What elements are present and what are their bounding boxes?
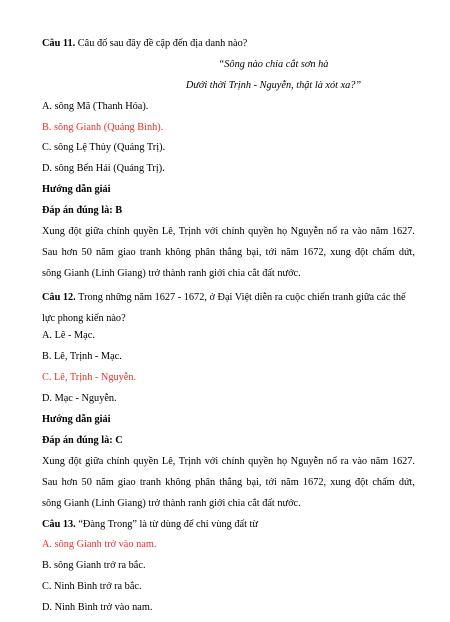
- explanation-line: Sau hơn 50 năm giao tranh không phân thắng bại, tới năm 1672, xung đột chấm dứt,: [42, 246, 415, 258]
- question-text: Câu đố sau đây đề cập đến địa danh nào?: [75, 38, 248, 49]
- option-a: A. Lê - Mạc.: [42, 330, 95, 342]
- explanation-line: Xung đột giữa chính quyền Lê, Trịnh với chính quyền họ Nguyễn nổ ra vào năm 1627.: [42, 455, 415, 467]
- answer-line: Đáp án đúng là: C: [42, 434, 123, 446]
- explanation-line: Sau hơn 50 năm giao tranh không phân thắng bại, tới năm 1672, xung đột chấm dứt,: [42, 476, 415, 488]
- option-d: D. sông Bến Hải (Quảng Trị).: [42, 163, 165, 175]
- explanation-line: Xung đột giữa chính quyền Lê, Trịnh với chính quyền họ Nguyễn nổ ra vào năm 1627.: [42, 226, 415, 238]
- question-12-stem: [42, 288, 415, 330]
- question-text: Trong những năm 1627 - 1672, ở Đại Việt diễn ra cuộc chiến tranh giữa các thế lực phong kiến nào?: [42, 291, 406, 324]
- question-number: Câu 12.: [42, 291, 76, 303]
- option-d: D. Ninh Bình trở vào nam.: [42, 602, 153, 614]
- option-a-correct: A. sông Gianh trở vào nam.: [42, 539, 157, 551]
- quote-line: “Sông nào chia cắt sơn hà: [218, 58, 329, 70]
- explanation-line: sông Gianh (Linh Giang) trở thành ranh giới chia cắt đất nước.: [42, 267, 301, 279]
- guide-heading: Hướng dẫn giải: [42, 414, 111, 426]
- guide-heading: Hướng dẫn giải: [42, 184, 111, 196]
- option-a: A. sông Mã (Thanh Hóa).: [42, 100, 149, 112]
- option-c: C. Ninh Bình trở ra bắc.: [42, 581, 142, 593]
- option-b: B. Lê, Trịnh - Mạc.: [42, 351, 122, 363]
- question-13-stem: [42, 518, 415, 539]
- explanation-line: sông Gianh (Linh Giang) trở thành ranh giới chia cắt đất nước.: [42, 497, 301, 509]
- answer-line: Đáp án đúng là: B: [42, 205, 123, 217]
- document-page: [42, 37, 415, 622]
- option-c: C. sông Lệ Thủy (Quảng Trị).: [42, 142, 166, 154]
- option-d: D. Mạc - Nguyễn.: [42, 393, 117, 405]
- option-b-correct: B. sông Gianh (Quảng Bình).: [42, 121, 164, 133]
- option-b: B. sông Gianh trở ra bắc.: [42, 560, 146, 572]
- quote-line: Dưới thời Trịnh - Nguyễn, thật là xót xa?”: [185, 79, 362, 91]
- option-c-correct: C. Lê, Trịnh - Nguyễn.: [42, 372, 137, 384]
- question-text: “Đàng Trong” là từ dùng để chỉ vùng đất từ: [75, 518, 258, 530]
- question-number: Câu 13.: [42, 518, 76, 530]
- question-number: Câu 11.: [42, 38, 76, 49]
- question-11-stem: [42, 37, 415, 58]
